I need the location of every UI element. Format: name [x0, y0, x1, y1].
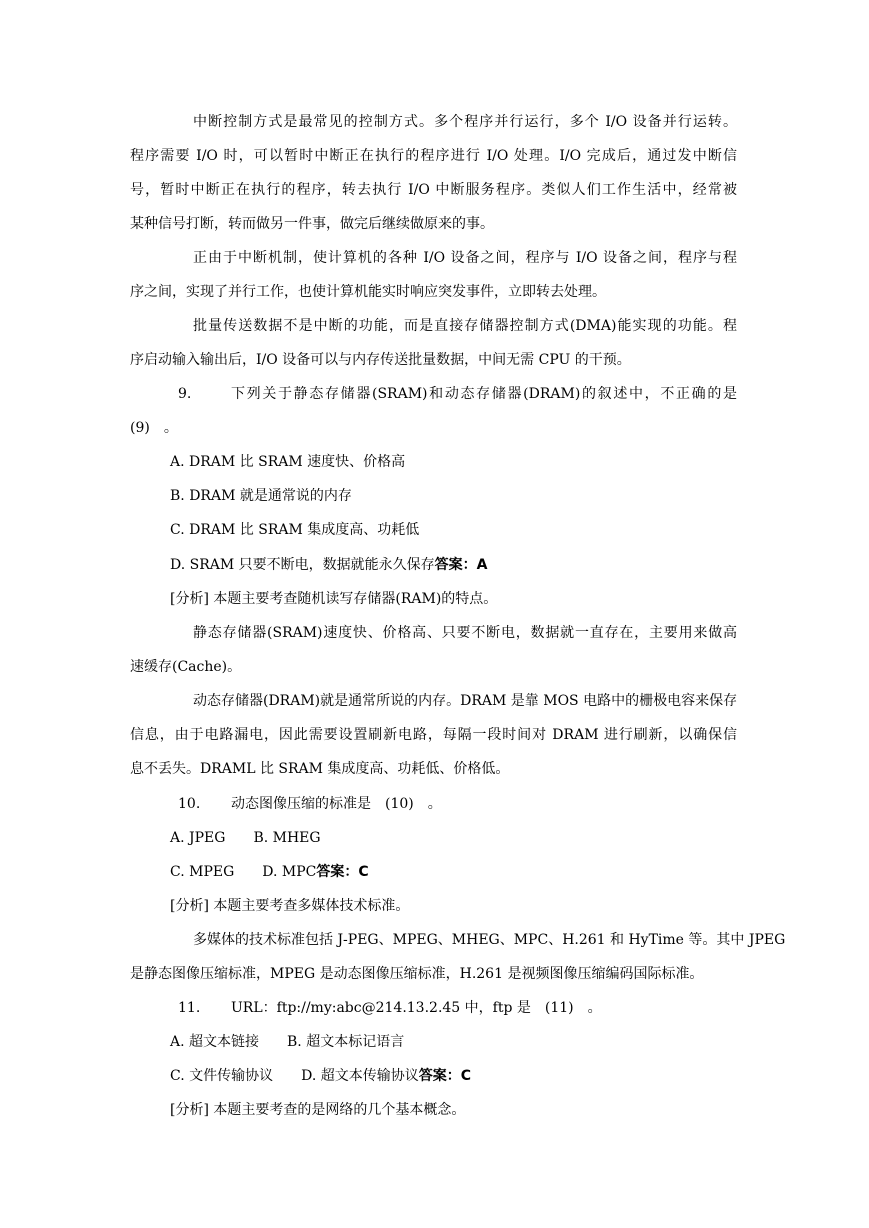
q11-answer: 答案：C — [418, 1068, 472, 1084]
para3-line1: 批量传送数据不是中断的功能，而是直接存储器控制方式(DMA)能实现的功能。程 — [193, 318, 737, 334]
q10-number: 10. — [178, 796, 201, 812]
para1-line3: 号，暂时中断正在执行的程序，转去执行 I/O 中断服务程序。类似人们工作生活中，经常被 — [130, 182, 737, 198]
para3-line2: 序启动输入输出后，I/O 设备可以与内存传送批量数据，中间无需 CPU 的干预。 — [130, 352, 631, 368]
q9-sram-line2: 速缓存(Cache)。 — [130, 659, 242, 675]
q9-option-c: C. DRAM 比 SRAM 集成度高、功耗低 — [170, 522, 420, 538]
q10-options-row2: C. MPEG D. MPC — [170, 864, 317, 880]
q10-options-row2-line — [170, 862, 369, 882]
q9-analysis: [分析] 本题主要考查随机读写存储器(RAM)的特点。 — [170, 591, 498, 607]
q9-option-a: A. DRAM 比 SRAM 速度快、价格高 — [170, 454, 406, 470]
q9-option-d: D. SRAM 只要不断电，数据就能永久保存 — [170, 557, 435, 573]
para1-line4: 某种信号打断，转而做另一件事，做完后继续做原来的事。 — [130, 216, 494, 232]
q9-stem: 下列关于静态存储器(SRAM)和动态存储器(DRAM)的叙述中，不正确的是 — [231, 386, 737, 402]
q9-option-d-row — [170, 555, 488, 575]
q11-options-row2-line — [170, 1066, 471, 1086]
para2-line1: 正由于中断机制，使计算机的各种 I/O 设备之间，程序与 I/O 设备之间，程序与程 — [193, 250, 737, 266]
q11-options-row2: C. 文件传输协议 D. 超文本传输协议 — [170, 1068, 419, 1084]
para2-line2: 序之间，实现了并行工作，也使计算机能实时响应突发事件，立即转去处理。 — [130, 284, 606, 300]
para1-line1: 中断控制方式是最常见的控制方式。多个程序并行运行，多个 I/O 设备并行运转。 — [193, 114, 737, 130]
q10-analysis: [分析] 本题主要考查多媒体技术标准。 — [170, 898, 410, 914]
para1-line2: 程序需要 I/O 时，可以暂时中断正在执行的程序进行 I/O 处理。I/O 完成后，通过发中断信 — [130, 148, 737, 164]
q11-stem: URL：ftp://my:abc@214.13.2.45 中，ftp 是 (11) 。 — [231, 1000, 602, 1016]
q11-options-row1: A. 超文本链接 B. 超文本标记语言 — [170, 1034, 405, 1050]
q9-answer: 答案：A — [434, 557, 488, 573]
q9-number: 9. — [178, 386, 192, 402]
q10-standards-line1: 多媒体的技术标准包括 J-PEG、MPEG、MHEG、MPC、H.261 和 HyTime 等。其中 JPEG — [193, 932, 786, 948]
q11-analysis: [分析] 本题主要考查的是网络的几个基本概念。 — [170, 1102, 466, 1118]
q10-answer: 答案：C — [316, 864, 369, 880]
q9-dram-line3: 息不丢失。DRAML 比 SRAM 集成度高、功耗低、价格低。 — [130, 761, 510, 777]
q10-options-row1: A. JPEG B. MHEG — [170, 830, 321, 846]
q9-dram-line2: 信息，由于电路漏电，因此需要设置刷新电路，每隔一段时间对 DRAM 进行刷新，以确保信 — [130, 727, 737, 743]
q11-number: 11. — [178, 1000, 201, 1016]
q9-sram-line1: 静态存储器(SRAM)速度快、价格高、只要不断电，数据就一直存在，主要用来做高 — [193, 625, 737, 641]
q10-stem: 动态图像压缩的标准是 (10) 。 — [231, 796, 442, 812]
q9-dram-line1: 动态存储器(DRAM)就是通常所说的内存。DRAM 是靠 MOS 电路中的栅极电容来保存 — [193, 693, 738, 709]
q9-option-b: B. DRAM 就是通常说的内存 — [170, 488, 352, 504]
q9-stem-blank: (9) 。 — [130, 420, 178, 436]
q10-standards-line2: 是静态图像压缩标准，MPEG 是动态图像压缩标准，H.261 是视频图像压缩编码国际标准。 — [130, 966, 704, 982]
